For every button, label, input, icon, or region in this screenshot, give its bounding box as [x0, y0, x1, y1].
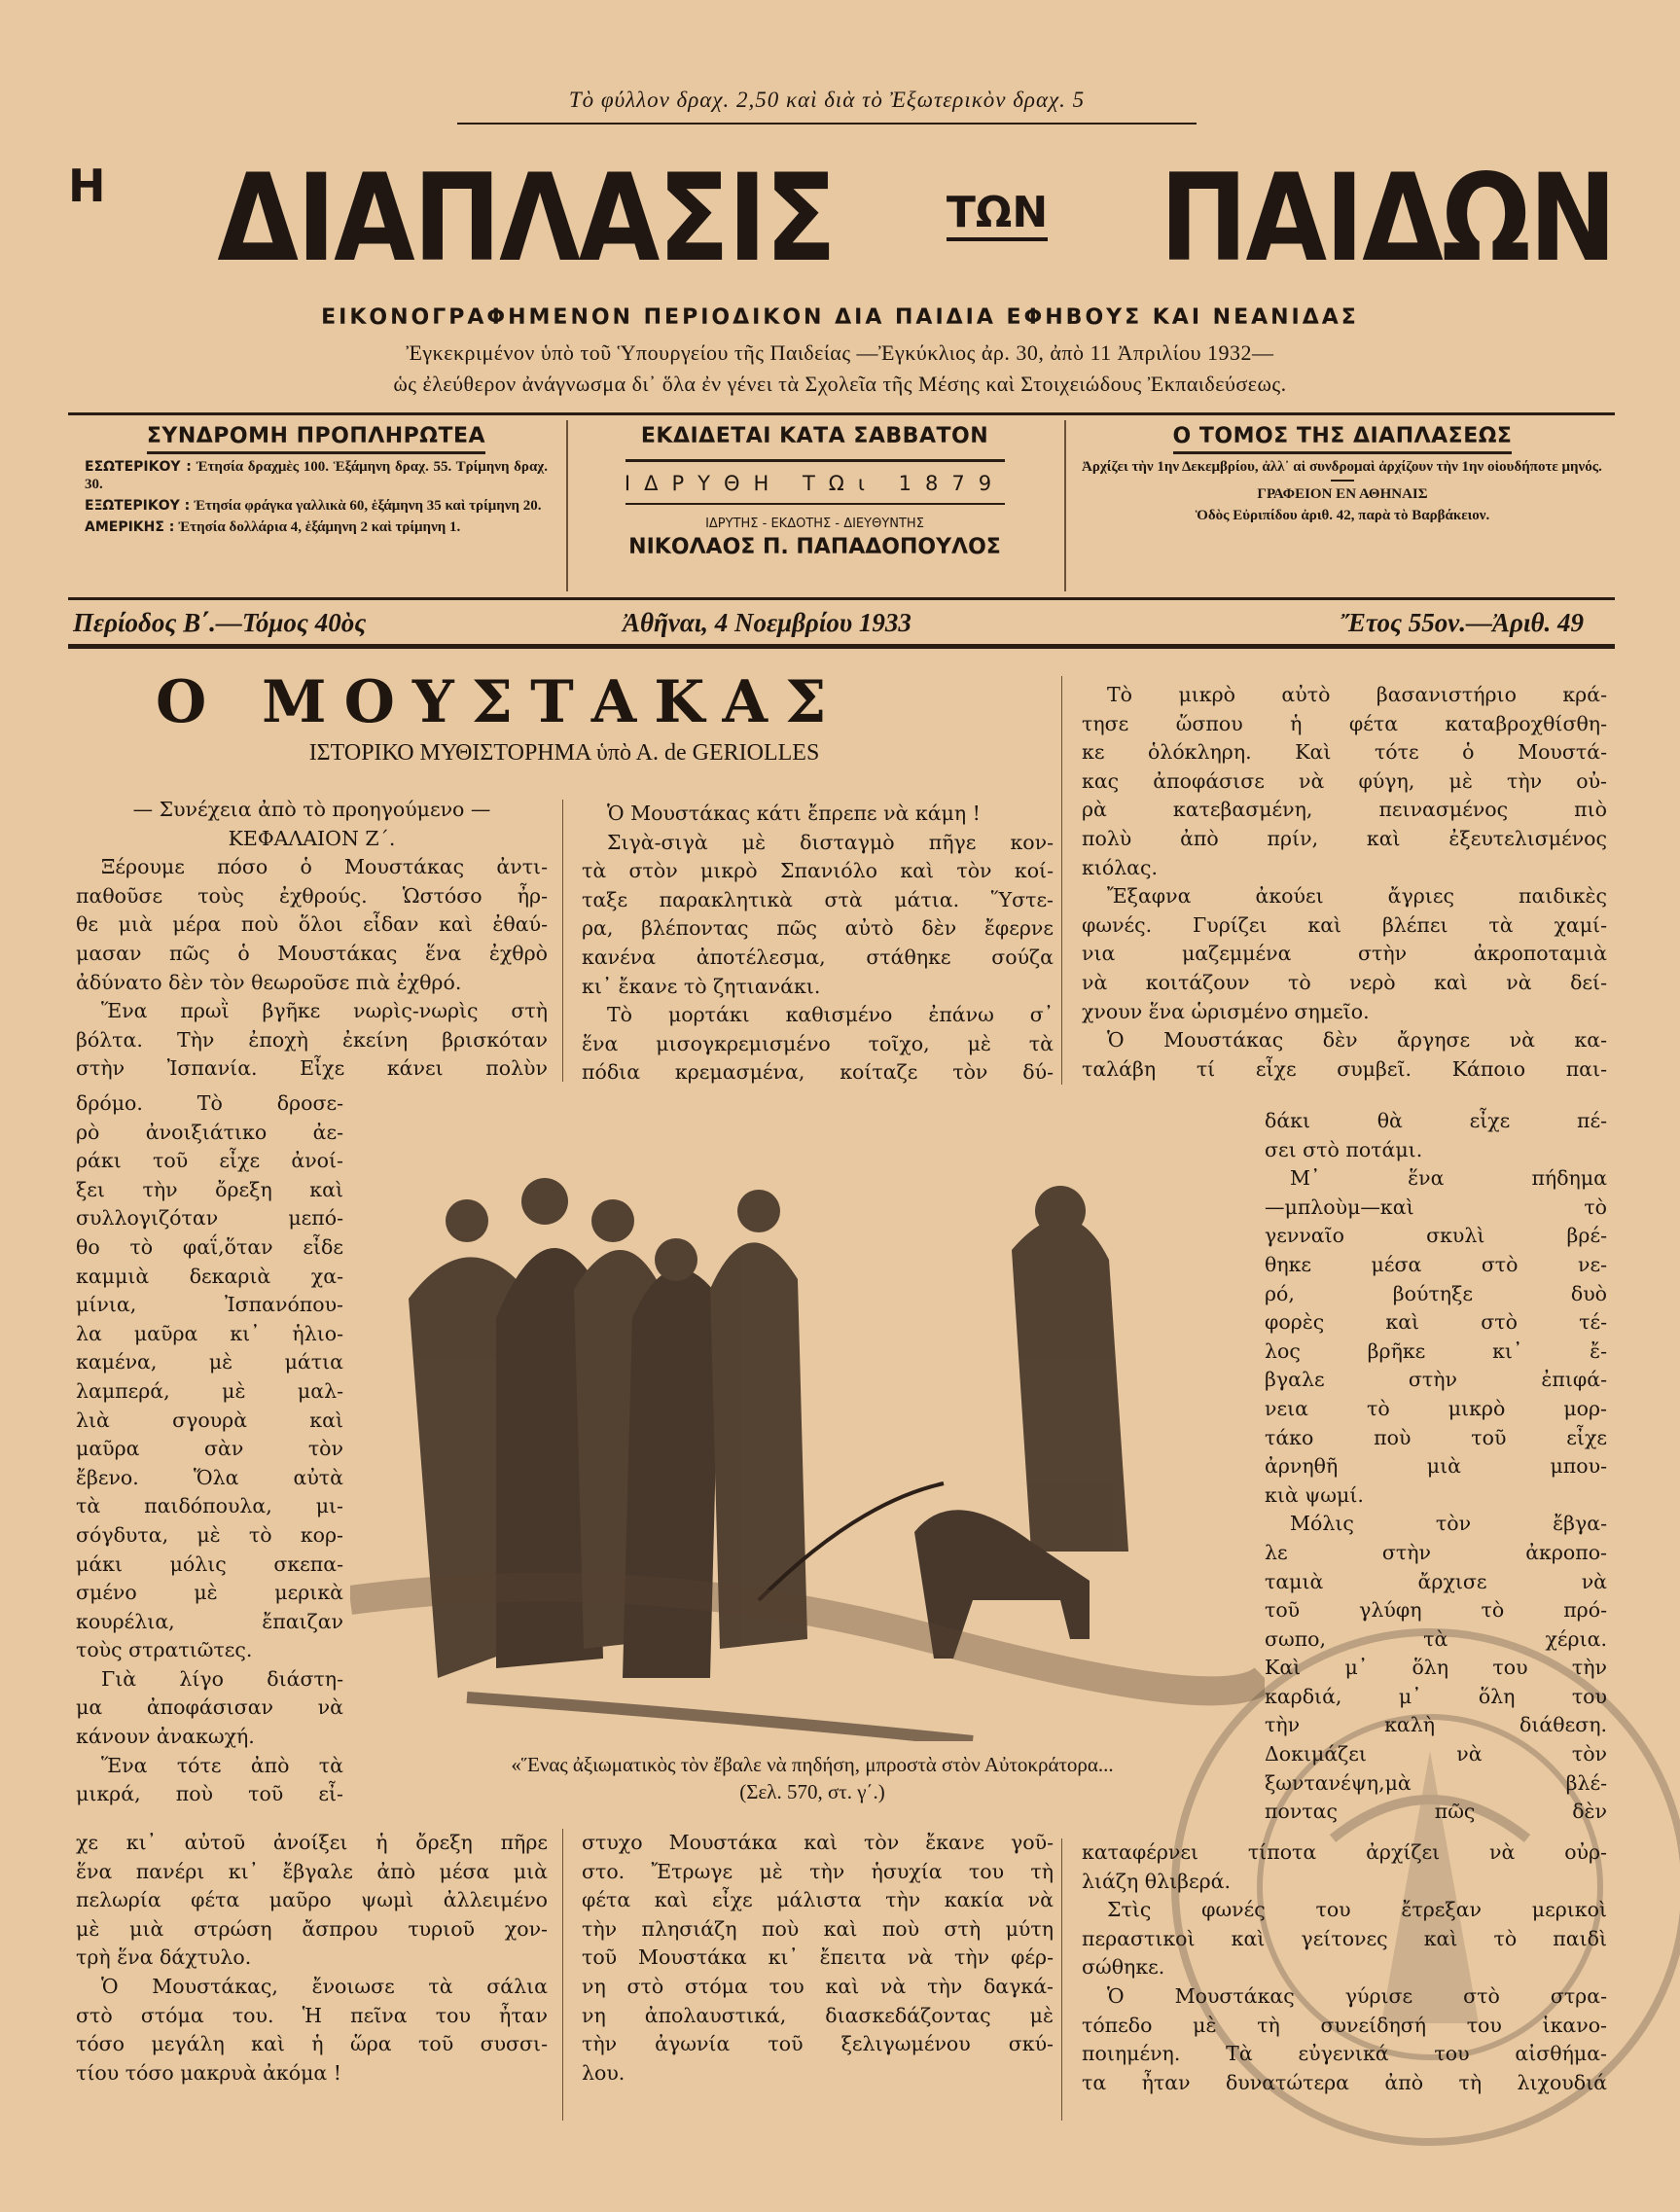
text-line: βόλτα. Τὴν ἐποχὴ ἐκείνη βρισκόταν: [76, 1027, 548, 1052]
text-line: σμένο μὲ μερικὰ: [76, 1581, 343, 1605]
text-line: Σιγὰ-σιγὰ μὲ δισταγμὸ πῆγε κον-: [607, 830, 1054, 854]
text-line: τοῦ γλύφη τὸ πρό-: [1265, 1598, 1607, 1623]
divider: [457, 123, 1197, 125]
text-line: τὴν καλὴ διάθεση.: [1265, 1713, 1607, 1737]
text-line: Δοκιμάζει νὰ τὸν: [1265, 1742, 1607, 1766]
text-line: θηκε μέσα στὸ νε-: [1265, 1252, 1607, 1276]
text-line: Ἔξαφνα ἀκούει ἄγριες παιδικὲς: [1107, 884, 1607, 909]
article-column-middle-top: [582, 800, 1054, 1088]
text-line: στὸ στόμα του. Ἡ πεῖνα του ἦταν: [76, 2003, 548, 2027]
text-line: λαμπερά, μὲ μαλ-: [76, 1378, 343, 1403]
text-line: —μπλοὺμ—καὶ τὸ: [1265, 1195, 1607, 1219]
text-line: συλλογιζόταν μεπό-: [76, 1206, 343, 1231]
domestic-label: ΕΣΩΤΕΡΙΚΟΥ :: [85, 459, 192, 475]
america-rates: Ἐτησία δολλάρια 4, ἑξάμηνη 2 καὶ τρίμηνη 1.: [178, 519, 461, 535]
text-line: Ξέρουμε πόσο ὁ Μουστάκας ἀντι-: [101, 855, 548, 879]
text-line: κουρέλια, ἔπαιζαν: [76, 1609, 343, 1633]
domestic-rates: Ἐτησία δραχμὲς 100. Ἑξάμηνη δραχ. 55. Τρίμηνη δραχ. 30.: [85, 459, 548, 492]
text-line: λιάζη θλιβερά.: [1082, 1869, 1232, 1893]
text-line: λιὰ σγουρὰ καὶ: [76, 1408, 343, 1432]
text-line: φωνές. Γυρίζει καὶ βλέπει τὰ χαμί-: [1082, 912, 1607, 937]
text-line: τρὴ ἕνα δάχτυλο.: [76, 1945, 252, 1970]
masthead-word-diaplasis: ΔΙΑΠΛΑΣΙΣ: [217, 149, 836, 289]
article-column-middle-bottom: [582, 1829, 1054, 2087]
text-line: κιόλας.: [1082, 855, 1159, 879]
text-line: μαῦρα σὰν τὸν: [76, 1437, 343, 1461]
text-line: ἔβενο. Ὅλα αὐτὰ: [76, 1465, 343, 1489]
approval-line-2: ὡς ἐλεύθερον ἀνάγνωσμα δι᾽ ὅλα ἐν γένει τὰ Σχολεῖα τῆς Μέσης καὶ Στοιχειώδους Ἐκπαιδεύσεως.: [393, 372, 1287, 396]
approval-line: Ἐγκεκριμένον ὑπὸ τοῦ Ὑπουργείου τῆς Παιδείας —Ἐγκύκλιος ἀρ. 30, ἀπὸ 11 Ἀπριλίου 1932—: [406, 340, 1274, 365]
column-divider: [1061, 1838, 1062, 2121]
subscription-title: ΣΥΝΔΡΟΜΗ ΠΡΟΠΛΗΡΩΤΕΑ: [147, 424, 485, 454]
text-line: νη στὸ στόμα του καὶ νὰ τὴν δαγκά-: [582, 1974, 1054, 1998]
text-line: Ἕνα πρωῒ βγῆκε νωρὶς-νωρὶς στὴ: [101, 999, 548, 1023]
text-line: λε στὴν ἀκροπο-: [1265, 1540, 1607, 1564]
text-line: ποντας πῶς δὲν: [1265, 1800, 1607, 1824]
america-label: ΑΜΕΡΙΚΗΣ :: [85, 519, 175, 535]
text-line: ταξε παρακλητικὰ στὰ μάτια. Ὕστε-: [582, 887, 1054, 911]
volume-title: Ο ΤΟΜΟΣ ΤΗΣ ΔΙΑΠΛΑΣΕΩΣ: [1173, 424, 1513, 454]
article-column-left-bottom: [76, 1829, 548, 2087]
text-line: μα ἀποφάσισαν νὰ: [76, 1695, 343, 1720]
text-line: τα ἦταν δυνατώτερα ἀπὸ τὴ λιχουδιά: [1082, 2070, 1607, 2094]
text-line: καμένα, μὲ μάτια: [76, 1350, 343, 1374]
office-title: ΓΡΑΦΕΙΟΝ ΕΝ ΑΘΗΝΑΙΣ: [1257, 486, 1428, 502]
text-line: καταφέρνει τίποτα ἀρχίζει νὰ οὐρ-: [1082, 1840, 1607, 1864]
volume-text: Ἀρχίζει τὴν 1ην Δεκεμβρίου, ἀλλ᾽ αἱ συνδρομαὶ ἀρχίζουν τὴν 1ην οἱουδήποτε μηνός.: [1082, 459, 1602, 475]
office-address: Ὁδὸς Εὐριπίδου ἀριθ. 42, παρὰ τὸ Βαρβάκειον.: [1195, 508, 1490, 523]
text-line: τοῦ Μουστάκα κι᾽ ἔπειτα νὰ τὴν φέρ-: [582, 1945, 1054, 1970]
text-line: Γιὰ λίγο διάστη-: [101, 1666, 343, 1691]
volume-box: [1070, 418, 1615, 595]
masthead-word-paidon: ΠΑΙΔΩΝ: [1160, 149, 1615, 289]
publisher-name: ΝΙΚΟΛΑΟΣ Π. ΠΑΠΑΔΟΠΟΥΛΟΣ: [628, 535, 1001, 559]
text-line: τὰ στὸν μικρὸ Σπανιόλο καὶ τὸν κοί-: [582, 859, 1054, 883]
text-line: νεια τὸ μικρὸ μορ-: [1265, 1396, 1607, 1420]
text-line: τὰ παιδόπουλα, μι-: [76, 1494, 343, 1518]
masthead: [68, 146, 1615, 289]
text-line: Τὸ μικρὸ αὐτὸ βασανιστήριο κρά-: [1107, 683, 1607, 706]
text-line: δρόμο. Τὸ δροσε-: [76, 1091, 343, 1115]
text-line: κας ἀποφάσισε νὰ φύγη, μὲ τὴν οὐ-: [1082, 768, 1607, 793]
text-line: Ὁ Μουστάκας γύρισε στὸ στρα-: [1107, 1983, 1607, 2008]
text-line: Καὶ μ᾽ ὅλη του τὴν: [1265, 1656, 1607, 1680]
text-line: ρό, βούτηξε δυὸ: [1265, 1281, 1607, 1305]
text-line: ἕνα πανέρι κι᾽ ἔβγαλε ἀπὸ μέσα μιὰ: [76, 1859, 548, 1883]
dateline-issue: Ἔτος 55ον.—Ἀριθ. 49: [1340, 608, 1584, 637]
text-line: φορὲς καὶ στὸ τέ-: [1265, 1310, 1607, 1335]
text-line: κι᾽ ἔκανε τὸ ζητιανάκι.: [582, 974, 821, 998]
text-line: στυχο Μουστάκα καὶ τὸν ἔκανε γοῦ-: [582, 1831, 1054, 1854]
text-line: — Συνέχεια ἀπὸ τὸ προηγούμενο —: [132, 798, 491, 821]
masthead-subtitle: ΕΙΚΟΝΟΓΡΑΦΗΜΕΝΟΝ ΠΕΡΙΟΔΙΚΟΝ ΔΙΑ ΠΑΙΔΙΑ ΕΦΗΒΟΥΣ ΚΑΙ ΝΕΑΝΙΔΑΣ: [321, 305, 1359, 330]
text-line: καρδιά, μ᾽ ὅλη του: [1265, 1684, 1607, 1708]
text-line: φέτα καὶ εἶχε μάλιστα τὴν κακία νὰ: [582, 1888, 1054, 1912]
text-line: στὴν Ἰσπανία. Εἶχε κάνει πολὺν: [76, 1056, 548, 1081]
text-line: χε κι᾽ αὐτοῦ ἀνοίξει ἡ ὄρεξη πῆρε: [76, 1831, 548, 1854]
text-line: μὲ μιὰ στρώση ἄσπρου τυριοῦ χον-: [76, 1916, 548, 1941]
text-line: ξει τὴν ὄρεξη καὶ: [76, 1177, 343, 1201]
text-line: χνουν ἕνα ὡρισμένο σημεῖο.: [1082, 999, 1370, 1023]
text-line: ποιημένη. Τὰ εὐγενικά του αἰσθήμα-: [1082, 2042, 1607, 2066]
article-column-left-top: [76, 796, 548, 1084]
text-line: Μόλις τὸν ἔβγα-: [1290, 1512, 1607, 1536]
text-line: Μ᾽ ἕνα πήδημα: [1290, 1166, 1607, 1191]
text-line: σόγδυτα, μὲ τὸ κορ-: [76, 1522, 343, 1547]
text-line: τόπεδο μὲ τὴ συνείδησή του ἱκανο-: [1082, 2013, 1607, 2037]
text-line: ξωντανέψη,μὰ βλέ-: [1265, 1770, 1607, 1795]
text-line: τίου τόσο μακρυὰ ἀκόμα !: [76, 2060, 342, 2085]
roles-line: ΙΔΡΥΤΗΣ - ΕΚΔΟΤΗΣ - ΔΙΕΥΘΥΝΤΗΣ: [705, 517, 924, 531]
text-line: τάκο ποὺ τοῦ εἶχε: [1265, 1425, 1607, 1449]
text-line: τὴν ἀγωνία τοῦ ξελιγωμένου σκύ-: [582, 2032, 1054, 2056]
article-column-right-bottom: [1082, 1838, 1607, 2097]
text-line: πελωρία φέτα μαῦρο ψωμὶ ἀλλειμένο: [76, 1888, 548, 1912]
divider: [566, 420, 568, 591]
masthead-word-ton: ΤΩΝ: [947, 188, 1048, 241]
text-line: μάκι μόλις σκεπα-: [76, 1552, 343, 1576]
text-line: θο τὸ φαΐ,ὅταν εἶδε: [76, 1234, 343, 1259]
publication-box: [569, 418, 1060, 595]
column-divider: [562, 800, 563, 1082]
text-line: Ὁ Μουστάκας κάτι ἔπρεπε νὰ κάμη !: [607, 802, 981, 825]
text-line: ταλάβη τί εἶχε συμβεῖ. Κάποιο παι-: [1082, 1056, 1607, 1081]
text-line: λου.: [582, 2060, 626, 2085]
text-line: καμμιὰ δεκαριὰ χα-: [76, 1264, 343, 1288]
text-line: νη ἀπολαυστικά, διασκεδάζοντας μὲ: [582, 2003, 1054, 2027]
text-line: κε ὁλόκληρη. Καὶ τότε ὁ Μουστά-: [1082, 740, 1607, 765]
text-line: στο. Ἔτρωγε μὲ τὴν ἡσυχία του τὴ: [582, 1859, 1054, 1883]
text-line: μίνια, Ἰσπανόπου-: [76, 1293, 343, 1317]
text-line: πολὺ ἀπὸ πρίν, καὶ ἐξευτελισμένος: [1082, 826, 1607, 850]
text-line: Στὶς φωνές του ἔτρεξαν μερικοὶ: [1107, 1898, 1607, 1922]
text-line: ἀρνηθῆ μιὰ μπου-: [1265, 1454, 1607, 1479]
text-line: ρὸ ἀνοιξιάτικο ἀε-: [76, 1120, 343, 1144]
illustration-caption: [360, 1751, 1265, 1805]
dateline-period: Περίοδος Β΄.—Τόμος 40ὸς: [73, 608, 367, 637]
founded-line: ΙΔΡΥΘΗ ΤΩι 1879: [624, 472, 1006, 495]
text-line: ταμιὰ ἄρχισε νὰ: [1265, 1569, 1607, 1593]
text-line: τόσο μεγάλη καὶ ἡ ὥρα τοῦ συσσι-: [76, 2032, 548, 2056]
divider: [68, 412, 1615, 415]
illustration: [350, 1094, 1265, 1741]
divider: [1064, 420, 1066, 591]
divider: [68, 644, 1615, 649]
text-line: σώθηκε.: [1082, 1955, 1165, 1980]
text-line: περαστικοὶ καὶ γείτονες καὶ τὸ παιδὶ: [1082, 1926, 1607, 1950]
subscription-box: [73, 418, 559, 595]
text-line: βγαλε στὴν ἐπιφά-: [1265, 1368, 1607, 1392]
article-subtitle: ΙΣΤΟΡΙΚΟ ΜΥΘΙΣΤΟΡΗΜΑ ὑπὸ Α. de GERIOLLES: [308, 740, 820, 766]
text-line: τησε ὥσπου ἡ φέτα καταβροχθίσθη-: [1082, 711, 1607, 735]
foreign-label: ΕΞΩΤΕΡΙΚΟΥ :: [85, 498, 191, 514]
column-divider: [562, 1829, 563, 2121]
article-column-right-top: [1082, 681, 1607, 1084]
text-line: τὴν πλησιάζη ποὺ καὶ ποὺ στὴ μύτη: [582, 1916, 1054, 1941]
text-line: δάκι θὰ εἶχε πέ-: [1265, 1109, 1607, 1132]
text-line: πόδια κρεμασμένα, κοίταζε τὸν δύ-: [582, 1060, 1054, 1085]
text-line: ἀδύνατο δὲν τὸν θεωροῦσε πιὰ ἐχθρό.: [76, 970, 462, 994]
text-line: κανένα ἀποτέλεσμα, στάθηκε σούζα: [582, 945, 1054, 969]
publication-title: ΕΚΔΙΔΕΤΑΙ ΚΑΤΑ ΣΑΒΒΑΤΟΝ: [640, 424, 989, 448]
article-column-right-narrow: [1265, 1107, 1607, 1827]
text-line: θε μιὰ μέρα ποὺ ὅλοι εἶδαν καὶ ἐθαύ-: [76, 912, 548, 937]
text-line: λος βρῆκε κι᾽ ἔ-: [1265, 1338, 1607, 1363]
dateline-date: Ἀθῆναι, 4 Νοεμβρίου 1933: [623, 608, 911, 637]
divider: [68, 597, 1615, 600]
text-line: ΚΕΦΑΛΑΙΟΝ Ζ΄.: [228, 826, 396, 850]
text-line: τοὺς στρατιῶτες.: [76, 1638, 253, 1662]
text-line: Τὸ μορτάκι καθισμένο ἐπάνω σ᾽: [607, 1003, 1054, 1027]
masthead-article: Η: [68, 160, 106, 212]
text-line: κιὰ ψωμί.: [1265, 1482, 1364, 1507]
foreign-rates: Ἐτησία φράγκα γαλλικὰ 60, ἑξάμηνη 35 καὶ τρίμηνη 20.: [194, 498, 542, 514]
text-line: κάνουν ἀνακωχή.: [76, 1725, 255, 1749]
text-line: ρὰ κατεβασμένη, πεινασμένος πιὸ: [1082, 798, 1607, 822]
caption-text: «Ἕνας ἀξιωματικὸς τὸν ἔβαλε νὰ πηδήση, μπροστὰ στὸν Αὐτοκράτορα...: [511, 1753, 1114, 1776]
text-line: σει στὸ ποτάμι.: [1265, 1137, 1423, 1161]
text-line: μασαν πῶς ὁ Μουστάκας ἕνα ἐχθρὸ: [76, 941, 548, 965]
text-line: παθοῦσε τοὺς ἐχθρούς. Ὡστόσο ἦρ-: [76, 883, 548, 908]
text-line: Ὁ Μουστάκας, ἔνοιωσε τὰ σάλια: [101, 1974, 548, 1998]
column-divider: [1061, 676, 1062, 1085]
article-column-left-narrow: [76, 1089, 343, 1809]
text-line: νια μαζεμμένα στὴν ἀκροποταμιὰ: [1082, 942, 1607, 966]
price-line: Τὸ φύλλον δραχ. 2,50 καὶ διὰ τὸ Ἐξωτερικὸν δραχ. 5: [568, 88, 1086, 112]
text-line: σωπο, τὰ χέρια.: [1265, 1626, 1607, 1651]
text-line: λα μαῦρα κι᾽ ἡλιο-: [76, 1321, 343, 1345]
article-title: Ο ΜΟΥΣΤΑΚΑΣ: [156, 668, 844, 736]
caption-reference: (Σελ. 570, στ. γ΄.): [739, 1780, 885, 1803]
text-line: νὰ κοιτάζουν τὸ νερὸ καὶ νὰ δεί-: [1082, 970, 1607, 994]
text-line: μικρά, ποὺ τοῦ εἶ-: [76, 1782, 343, 1806]
text-line: ράκι τοῦ εἶχε ἀνοί-: [76, 1149, 343, 1173]
text-line: ρα, βλέποντας πῶς αὐτὸ δὲν ἔφερνε: [582, 916, 1054, 941]
text-line: Ἕνα τότε ἀπὸ τὰ: [101, 1753, 343, 1777]
text-line: ἕνα μισογκρεμισμένο τοῖχο, μὲ τὰ: [582, 1031, 1054, 1055]
text-line: γενναῖο σκυλὶ βρέ-: [1265, 1224, 1607, 1248]
text-line: Ὁ Μουστάκας δὲν ἄργησε νὰ κα-: [1107, 1028, 1607, 1052]
